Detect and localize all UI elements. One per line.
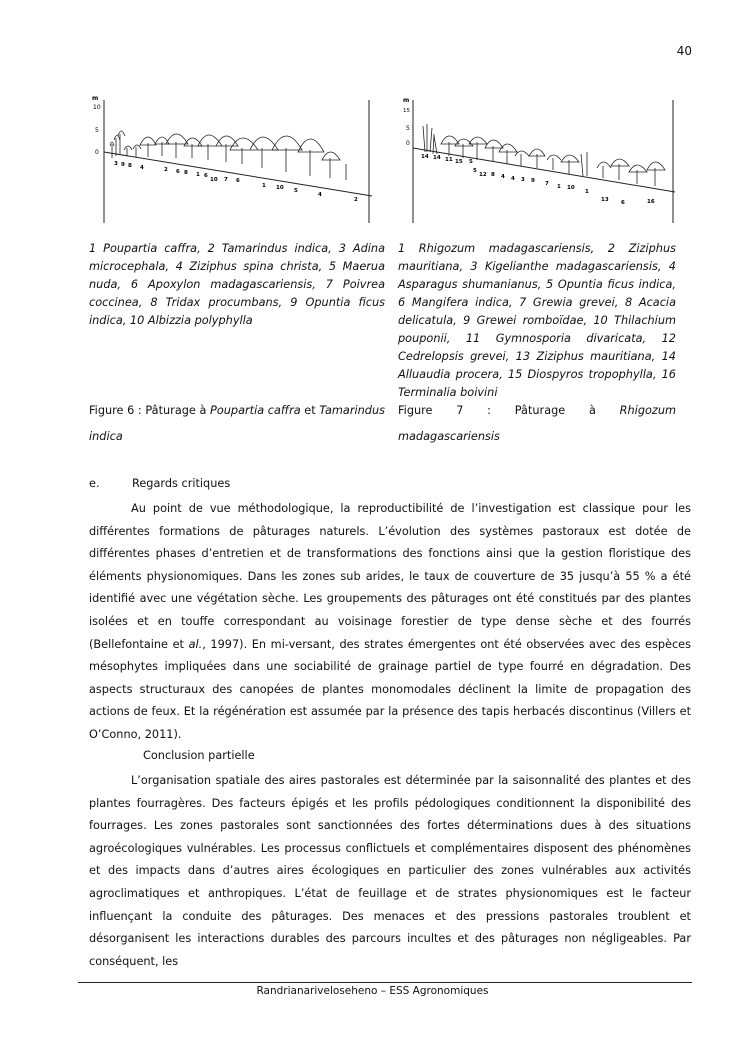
page-number: 40 <box>676 44 692 58</box>
fig7-plant-number: 16 <box>647 199 655 205</box>
fig7-plant-number: 14 <box>433 155 441 161</box>
fig7-vegetation <box>423 124 665 186</box>
figure-6-profile <box>90 92 380 227</box>
fig7-tick-label: 5 <box>406 125 410 132</box>
fig6-tick-label: 0 <box>95 149 99 156</box>
fig6-plant-number: 7 <box>224 177 228 183</box>
conclusion-paragraph: L’organisation spatiale des aires pastorales est déterminée par la saisonnalité des plantes et des plantes fourragères. Des facteurs épigés et les profils pédologiques conditionnent la disponibilité des fourrages. Les zones pastorales sont sanctionnées des fortes déterminations dues à des situations agroécologiques vulnérables. Les processus conflictuels et complémentaires disposent des phénomènes et des impacts dans d’autres aires écologiques en particulier des zones vulnérables aux activités agroclimatiques et anthropiques. L’état de feuillage et de strates physionomiques est le facteur influençant la conduite des pâturages. Des menaces et des pressions pastorales troublent et désorganisent les interactions durables des parcours incultes et des pâturages non négligeables. Par conséquent, les <box>89 774 691 968</box>
figure-7-title <box>398 398 676 450</box>
fig7-plant-number: 3 <box>521 177 525 183</box>
fig6-plant-number: 2 <box>164 167 168 173</box>
fig6-plant-number: 10 <box>276 185 284 191</box>
figure-7-title-species1: Rhigozum madagascariensis <box>398 404 676 443</box>
figure-7-species-list: 1 Rhigozum madagascariensis, 2 Ziziphus mauritiana, 3 Kigelianthe madagascariensis, 4 Asparagus shumanianus, 5 Opuntia ficus indica, 6 Mangifera indica, 7 Grewia grevei, 8 Acacia delicatula, 9 Grewei romboïdae, 10 Thilachium pouponii, 11 Gymnosporia divaricata, 12 Cedrelopsis grevei, 13 Ziziphus mauritiana, 14 Alluaudia procera, 15 Diospyros tropophylla, 16 Terminalia boivini <box>398 242 676 399</box>
figure-7-title-prefix: Figure 7 : Pâturage à <box>398 404 620 417</box>
figure-6-title-species1: Poupartia caffra <box>210 404 301 417</box>
fig7-plant-labels <box>421 154 655 206</box>
fig6-ground-line <box>104 152 372 196</box>
fig7-plant-number: 15 <box>455 159 463 165</box>
fig7-plant-number: 14 <box>421 154 429 160</box>
fig7-plant-number: 1 <box>557 184 561 190</box>
fig6-plant-number: 4 <box>140 165 144 171</box>
section-e-etal: al. <box>188 637 203 651</box>
footer-rule <box>78 982 692 983</box>
fig6-plant-number: 4 <box>318 192 322 198</box>
fig7-plant-number: 9 <box>531 178 535 184</box>
figure-7-profile <box>397 92 682 227</box>
fig7-plant-number: 4 <box>511 176 515 182</box>
fig7-axis-unit: m <box>403 97 410 104</box>
fig7-plant-number: 5 <box>473 168 477 174</box>
fig6-plant-labels <box>114 161 358 203</box>
fig7-tick-label: 0 <box>406 140 410 147</box>
figure-6-title-mid: et <box>300 404 320 417</box>
fig6-plant-number: 5 <box>294 188 298 194</box>
figure-6-title-prefix: Figure 6 : Pâturage à <box>89 404 211 417</box>
fig7-plant-number: 11 <box>445 157 453 163</box>
figure-6-species-list: 1 Poupartia caffra, 2 Tamarindus indica, 3 Adina microcephala, 4 Ziziphus spina christa, 5 Maerua nuda, 6 Apoxylon madagascariensis, 7 Poivrea coccinea, 8 Tridax procumbans, 9 Opuntia ficus indica, 10 Albizzia polyphylla <box>89 242 385 327</box>
section-e-marker: e. <box>89 477 100 490</box>
fig6-plant-number: 6 <box>176 169 180 175</box>
fig6-tick-label: 5 <box>95 127 99 134</box>
fig6-plant-number: 9 <box>121 162 125 168</box>
fig6-tick-label: 10 <box>93 104 101 111</box>
fig6-plant-number: 8 <box>184 170 188 176</box>
fig6-plant-number: 2 <box>354 197 358 203</box>
fig7-plant-number: 8 <box>491 172 495 178</box>
section-e-paragraph <box>89 498 691 747</box>
figure-6-title-species2: Tamarindus indica <box>89 404 386 443</box>
fig6-plant-number: 6 <box>204 173 208 179</box>
fig6-plant-number: 3 <box>114 161 118 167</box>
fig6-plant-number: 6 <box>236 178 240 184</box>
fig7-plant-number: 1 <box>585 189 589 195</box>
fig7-tick-label: 15 <box>403 108 410 114</box>
fig7-plant-number: 4 <box>501 174 505 180</box>
conclusion-heading: Conclusion partielle <box>143 749 255 762</box>
section-e-heading: Regards critiques <box>132 477 231 490</box>
footer-text: Randrianariveloseheno – ESS Agronomiques <box>256 985 489 997</box>
fig7-plant-number: 5 <box>469 159 473 165</box>
fig7-plant-number: 10 <box>567 185 575 191</box>
fig6-plant-number: 1 <box>196 172 200 178</box>
fig6-plant-number: 1 <box>262 183 266 189</box>
section-e-text-a: Au point de vue méthodologique, la reproductibilité de l’investigation est classique pour les différentes formations de pâturages naturels. L’évolution des systèmes pastoraux est dotée de différentes phases d’entretien et de transformations des fonctions ainsi que la gestion floristique des éléments physionomiques. Dans les zones sub arides, le taux de couverture de 35 jusqu’à 55 % a été identifié avec une végétation sèche. Les groupements des pâturages ont été constitués par des plantes isolées et en touffe correspondant au voisinage forestier de type dense sèche et des fourrés (Bellefontaine et <box>89 502 691 651</box>
fig7-plant-number: 6 <box>621 200 625 206</box>
fig7-plant-number: 13 <box>601 197 609 203</box>
fig7-plant-number: 7 <box>545 181 549 187</box>
fig6-plant-number: 8 <box>128 163 132 169</box>
fig7-plant-number: 12 <box>479 172 487 178</box>
figure-6-title <box>89 398 385 450</box>
fig6-axis-unit: m <box>92 95 99 102</box>
fig6-plant-number: 10 <box>210 177 218 183</box>
section-e-text-b: , 1997). En mi-versant, des strates émergentes ont été observées avec des espèces mésophytes impliquées dans une sociabilité de grainage partiel de type fourré en dégradation. Des aspects structuraux des canopées de plantes monomodales déclinent la limite de propagation des actions de feux. Et la régénération est assumée par la présence des tapis herbacés discontinus (Villers et O’Conno, 2011). <box>89 637 692 741</box>
